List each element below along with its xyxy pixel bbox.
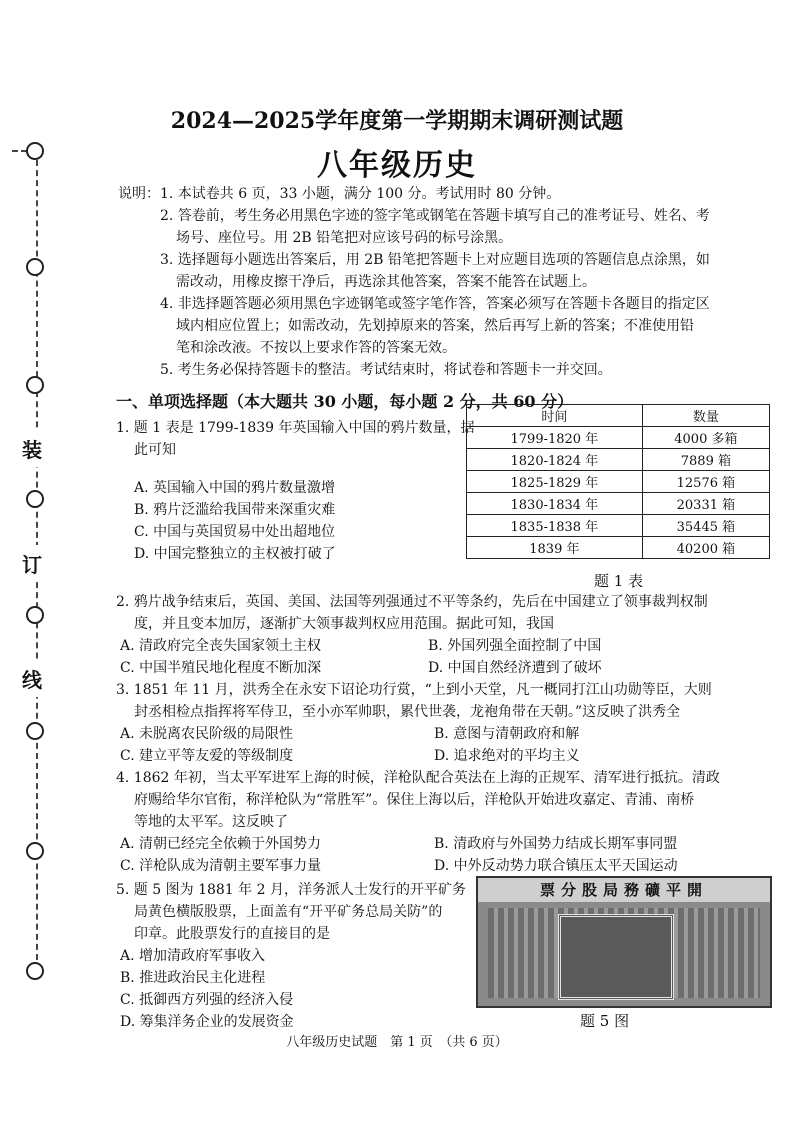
binding-hole: [26, 962, 44, 980]
q5-stem: 5. 题 5 图为 1881 年 2 月，洋务派人士发行的开平矿务: [116, 882, 466, 898]
binding-char-zhuang: 装: [22, 430, 42, 467]
table-row: [467, 427, 770, 449]
instruction-line: 5. 考生务必保持答题卡的整洁。考试结束时，将试卷和答题卡一并交回。: [160, 362, 612, 378]
table-cell: 4000 多箱: [642, 427, 769, 449]
binding-char-ding: 订: [22, 545, 42, 582]
table-header-row: [467, 405, 770, 427]
q4-stem: 府赐给华尔官衔，称洋枪队为“常胜军”。保住上海以后，洋枪队开始进攻嘉定、青浦、南桥: [134, 792, 695, 808]
q5-option-a: A. 增加清政府军事收入: [120, 948, 266, 964]
stock-banner: 票分股局務礦平開: [478, 878, 770, 902]
page-footer: 八年级历史试题 第 1 页 （共 6 页）: [286, 1035, 508, 1050]
opium-table: [466, 404, 770, 559]
table-cell: 1835-1838 年: [467, 515, 643, 537]
q3-option-d: D. 追求绝对的平均主义: [434, 748, 580, 764]
table-cell: 1839 年: [467, 537, 643, 559]
table-cell: 20331 箱: [642, 493, 769, 515]
q5-figure-caption: 题 5 图: [580, 1012, 630, 1030]
q1-table-caption: 题 1 表: [594, 572, 644, 590]
instruction-line: 2. 答卷前，考生务必用黑色字迹的签字笔或钢笔在答题卡填写自己的准考证号、姓名、考: [160, 208, 710, 224]
q4-option-c: C. 洋枪队成为清朝主要军事力量: [120, 858, 322, 874]
q2-stem: 2. 鸦片战争结束后，英国、美国、法国等列强通过不平等条约，先后在中国建立了领事裁判权制: [116, 594, 708, 610]
q4-stem: 4. 1862 年初，当太平军进军上海的时候，洋枪队配合英法在上海的正规军、清军进行抵抗。清政: [116, 770, 720, 786]
q2-option-b: B. 外国列强全面控制了中国: [428, 638, 602, 654]
table-cell: 1830-1834 年: [467, 493, 643, 515]
table-cell: 35445 箱: [642, 515, 769, 537]
binding-hole: [26, 490, 44, 508]
q1-option-b: B. 鸦片泛滥给我国带来深重灾难: [134, 502, 336, 518]
q2-option-d: D. 中国自然经济遭到了破坏: [428, 660, 602, 676]
section-heading: 一、单项选择题（本大题共 30 小题，每小题 2 分，共 60 分）: [116, 392, 574, 411]
subject-title: 八年级历史: [317, 148, 477, 183]
q4-stem: 等地的太平军。这反映了: [134, 814, 288, 830]
q2-stem: 度，并且变本加厉，逐渐扩大领事裁判权应用范围。据此可知，我国: [134, 616, 554, 632]
instruction-line: 场号、座位号。用 2B 铅笔把对应该号码的标号涂黑。: [176, 230, 513, 246]
table-row: [467, 515, 770, 537]
table-row: [467, 537, 770, 559]
instruction-line: 4. 非选择题答题必须用黑色字迹钢笔或签字笔作答，答案必须写在答题卡各题目的指定区: [160, 296, 710, 312]
binding-char-xian: 线: [22, 660, 42, 697]
q5-option-c: C. 抵御西方列强的经济入侵: [120, 992, 294, 1008]
q1-stem: 1. 题 1 表是 1799-1839 年英国输入中国的鸦片数量，据: [116, 420, 475, 436]
q4-option-b: B. 清政府与外国势力结成长期军事同盟: [434, 836, 678, 852]
table-cell: 40200 箱: [642, 537, 769, 559]
table-header: 数量: [642, 405, 769, 427]
q2-option-a: A. 清政府完全丧失国家领土主权: [120, 638, 322, 654]
table-cell: 12576 箱: [642, 471, 769, 493]
binding-hole: [26, 722, 44, 740]
q2-option-c: C. 中国半殖民地化程度不断加深: [120, 660, 322, 676]
binding-hole: [26, 258, 44, 276]
q4-option-d: D. 中外反动势力联合镇压太平天国运动: [434, 858, 678, 874]
binding-hole: [26, 842, 44, 860]
stock-body: [488, 908, 760, 998]
table-cell: 7889 箱: [642, 449, 769, 471]
q1-option-c: C. 中国与英国贸易中处出超地位: [134, 524, 336, 540]
stock-certificate-image: [476, 876, 772, 1008]
instruction-line: 3. 选择题每小题选出答案后，用 2B 铅笔把答题卡上对应题目选项的答题信息点涂黑，如: [160, 252, 710, 268]
exam-title: 2024—2025学年度第一学期期末调研测试题: [170, 108, 624, 134]
table-row: [467, 449, 770, 471]
instruction-line: 域内相应位置上；如需改动，先划掉原来的答案，然后再写上新的答案；不准使用铅: [176, 318, 694, 334]
q3-option-b: B. 意图与清朝政府和解: [434, 726, 580, 742]
seal-stamp: [558, 914, 674, 1000]
q1-option-d: D. 中国完整独立的主权被打破了: [134, 546, 336, 562]
instruction-line: 说明：1. 本试卷共 6 页，33 小题，满分 100 分。考试用时 80 分钟。: [118, 186, 561, 202]
q3-option-c: C. 建立平等友爱的等级制度: [120, 748, 294, 764]
q5-stem: 印章。此股票发行的直接目的是: [134, 926, 330, 942]
q3-option-a: A. 未脱离农民阶级的局限性: [120, 726, 294, 742]
table-cell: 1820-1824 年: [467, 449, 643, 471]
table-row: [467, 493, 770, 515]
q5-stem: 局黄色横版股票，上面盖有“开平矿务总局关防”的: [134, 904, 443, 920]
table-cell: 1825-1829 年: [467, 471, 643, 493]
q3-stem: 3. 1851 年 11 月，洪秀全在永安下诏论功行赏，“上到小天堂，凡一概同打江山功勋等臣，大则: [116, 682, 712, 698]
q3-stem: 封丞相检点指挥将军侍卫，至小亦军帅职，累代世袭，龙袍角带在天朝。”这反映了洪秀全: [134, 704, 681, 720]
binding-hole: [26, 376, 44, 394]
q5-option-b: B. 推进政治民主化进程: [120, 970, 266, 986]
table-row: [467, 471, 770, 493]
table-header: 时间: [467, 405, 643, 427]
q4-option-a: A. 清朝已经完全依赖于外国势力: [120, 836, 322, 852]
instruction-line: 笔和涂改液。不按以上要求作答的答案无效。: [176, 340, 456, 356]
q1-option-a: A. 英国输入中国的鸦片数量激增: [134, 480, 336, 496]
table-cell: 1799-1820 年: [467, 427, 643, 449]
q1-stem: 此可知: [134, 442, 176, 458]
q5-option-d: D. 筹集洋务企业的发展资金: [120, 1014, 294, 1030]
instruction-line: 需改动，用橡皮擦干净后，再选涂其他答案，答案不能答在试题上。: [176, 274, 596, 290]
binding-hole: [26, 606, 44, 624]
